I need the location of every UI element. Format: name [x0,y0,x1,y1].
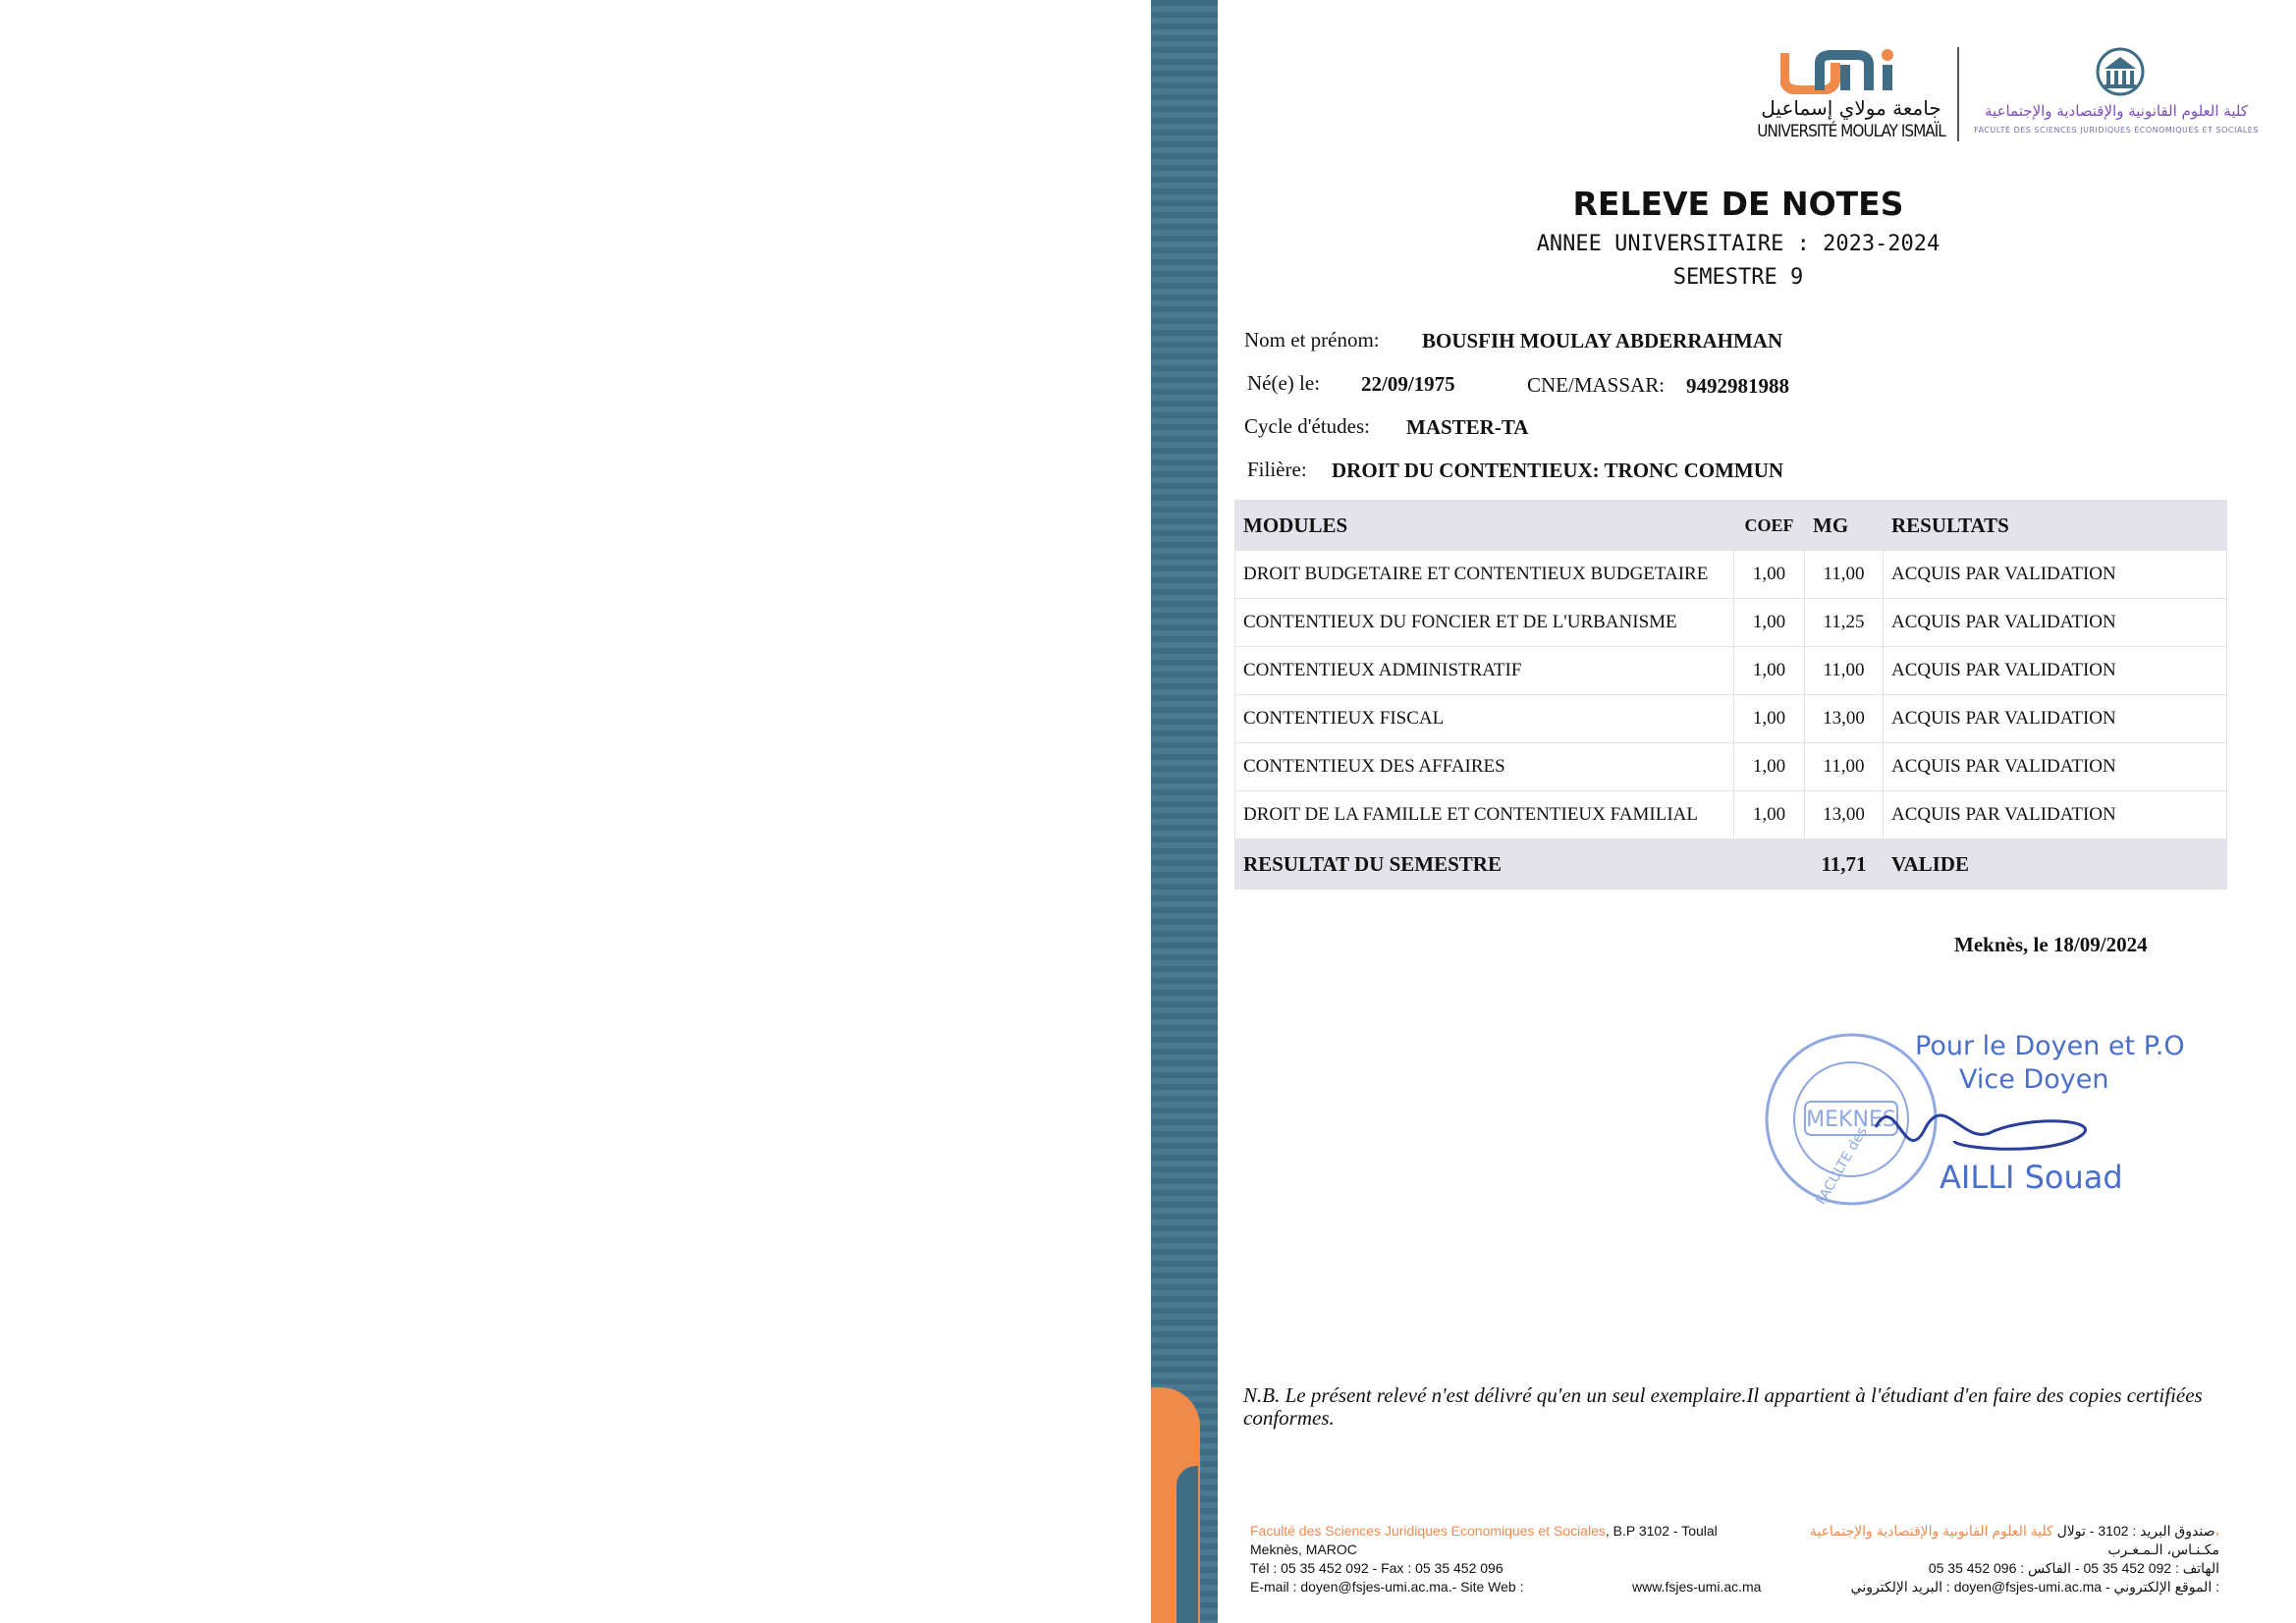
cycle-label: Cycle d'études: [1244,414,1370,438]
place-date: Meknès, le 18/09/2024 [1954,933,2148,956]
module-mg: 11,00 [1805,743,1884,791]
footer-tel-fr: Tél : 05 35 452 092 - Fax : 05 35 452 096 [1250,1560,1503,1576]
svg-text:FACULTE des: FACULTE des [1813,1124,1871,1208]
table-header-row [1235,501,2227,551]
semester: SEMESTRE 9 [1672,265,1804,290]
birth-label: Né(e) le: [1247,371,1321,395]
birth-value: 22/09/1975 [1361,372,1455,396]
filiere-label: Filière: [1247,458,1307,481]
module-name: CONTENTIEUX ADMINISTRATIF [1235,647,1734,695]
table-row [1235,743,2227,791]
module-name: CONTENTIEUX DU FONCIER ET DE L'URBANISME [1235,599,1734,647]
nota-bene: N.B. Le présent relevé n'est délivré qu'en un seul exemplaire.Il appartient à l'étudiant d'en faire des copies certifiées conformes. [1243,1383,2203,1430]
module-coef: 1,00 [1734,551,1805,599]
footer-city-ar: مكـنـاس، الـمـغـرب [2107,1542,2219,1557]
academic-year: ANNEE UNIVERSITAIRE : 2023-2024 [1536,232,1941,256]
footer-email-ar: البريد الإلكتروني : doyen@fsjes-umi.ac.ma - الموقع الإلكتروني : [1850,1579,2219,1595]
signature-block [1758,1031,2190,1208]
svg-text:MEKNES: MEKNES [1806,1108,1896,1132]
decorative-side-strip [1151,0,1218,1623]
signature-line1: Pour le Doyen et P.O [1915,1031,2185,1061]
module-name: DROIT BUDGETAIRE ET CONTENTIEUX BUDGETAIRE [1235,551,1734,599]
footer-bp-ar: صندوق البريد : 3102 - تولال [2056,1523,2215,1539]
module-coef: 1,00 [1734,695,1805,743]
module-coef: 1,00 [1734,599,1805,647]
umi-logo-mark [1780,49,1928,94]
footer-org-fr: Faculté des Sciences Juridiques Economiques et Sociales [1250,1523,1606,1539]
name-label: Nom et prénom: [1244,328,1380,352]
document-title: RELEVE DE NOTES [1572,185,1904,223]
module-mg: 13,00 [1805,695,1884,743]
header-coef: COEF [1734,501,1805,551]
signatory-name: AILLI Souad [1940,1159,2123,1196]
module-result: ACQUIS PAR VALIDATION [1884,695,2227,743]
module-coef: 1,00 [1734,791,1805,839]
semester-result-row [1235,839,2227,890]
module-result: ACQUIS PAR VALIDATION [1884,791,2227,839]
module-mg: 11,00 [1805,647,1884,695]
module-result: ACQUIS PAR VALIDATION [1884,599,2227,647]
table-row [1235,647,2227,695]
footer-city-fr: Meknès, MAROC [1250,1542,1357,1557]
module-result: ACQUIS PAR VALIDATION [1884,551,2227,599]
faculty-logo [1969,43,2264,146]
table-row [1235,599,2227,647]
semester-result-mg: 11,71 [1805,839,1884,890]
faculty-name-arabic: كلية العلوم القانونية والإقتصادية والإجتماعية [1985,102,2248,120]
semester-result-status: VALIDE [1884,839,2227,890]
module-coef: 1,00 [1734,743,1805,791]
module-mg: 11,25 [1805,599,1884,647]
filiere-value: DROIT DU CONTENTIEUX: TRONC COMMUN [1332,459,1784,482]
header-modules: MODULES [1235,501,1734,551]
module-coef: 1,00 [1734,647,1805,695]
signature-line2: Vice Doyen [1959,1064,2109,1095]
table-row [1235,791,2227,839]
module-name: CONTENTIEUX FISCAL [1235,695,1734,743]
module-result: ACQUIS PAR VALIDATION [1884,647,2227,695]
name-value: BOUSFIH MOULAY ABDERRAHMAN [1422,329,1783,352]
module-name: DROIT DE LA FAMILLE ET CONTENTIEUX FAMILIAL [1235,791,1734,839]
header-mg: MG [1805,501,1884,551]
module-name: CONTENTIEUX DES AFFAIRES [1235,743,1734,791]
footer-website[interactable]: www.fsjes-umi.ac.ma [1632,1579,1762,1595]
cne-label: CNE/MASSAR: [1527,373,1666,397]
module-result: ACQUIS PAR VALIDATION [1884,743,2227,791]
grades-table [1234,500,2227,890]
header-results: RESULTATS [1884,501,2227,551]
footer-org-ar: كلية العلوم القانونية والإقتصادية والإجتماعية، [1809,1523,2219,1539]
footer-tel-ar: الهاتف : 092 452 35 05 - الفاكس : 096 452 35 05 [1928,1560,2219,1576]
cycle-value: MASTER-TA [1406,415,1529,439]
table-row [1235,551,2227,599]
module-mg: 13,00 [1805,791,1884,839]
faculty-name-french: FACULTÉ DES SCIENCES JURIDIQUES ÉCONOMIQUES ET SOCIALES [1974,126,2259,135]
semester-result-label: RESULTAT DU SEMESTRE [1235,839,1734,890]
university-name-arabic: جامعة مولاي إسماعيل [1761,96,1941,120]
cne-value: 9492981988 [1686,374,1789,398]
semester-result-coef [1734,839,1805,890]
table-row [1235,695,2227,743]
footer-email-fr: E-mail : doyen@fsjes-umi.ac.ma.- Site Web : [1250,1579,1524,1595]
decorative-strip-notch [1176,1466,1198,1623]
faculty-building-icon [2093,47,2148,96]
module-mg: 11,00 [1805,551,1884,599]
footer-arabic [1807,1522,2219,1596]
logo-divider [1957,47,1959,141]
university-logo [1753,43,1959,146]
university-name-french: UNIVERSITÉ MOULAY ISMAÏL [1757,122,1945,141]
footer-bp-fr: , B.P 3102 - Toulal [1605,1523,1718,1539]
